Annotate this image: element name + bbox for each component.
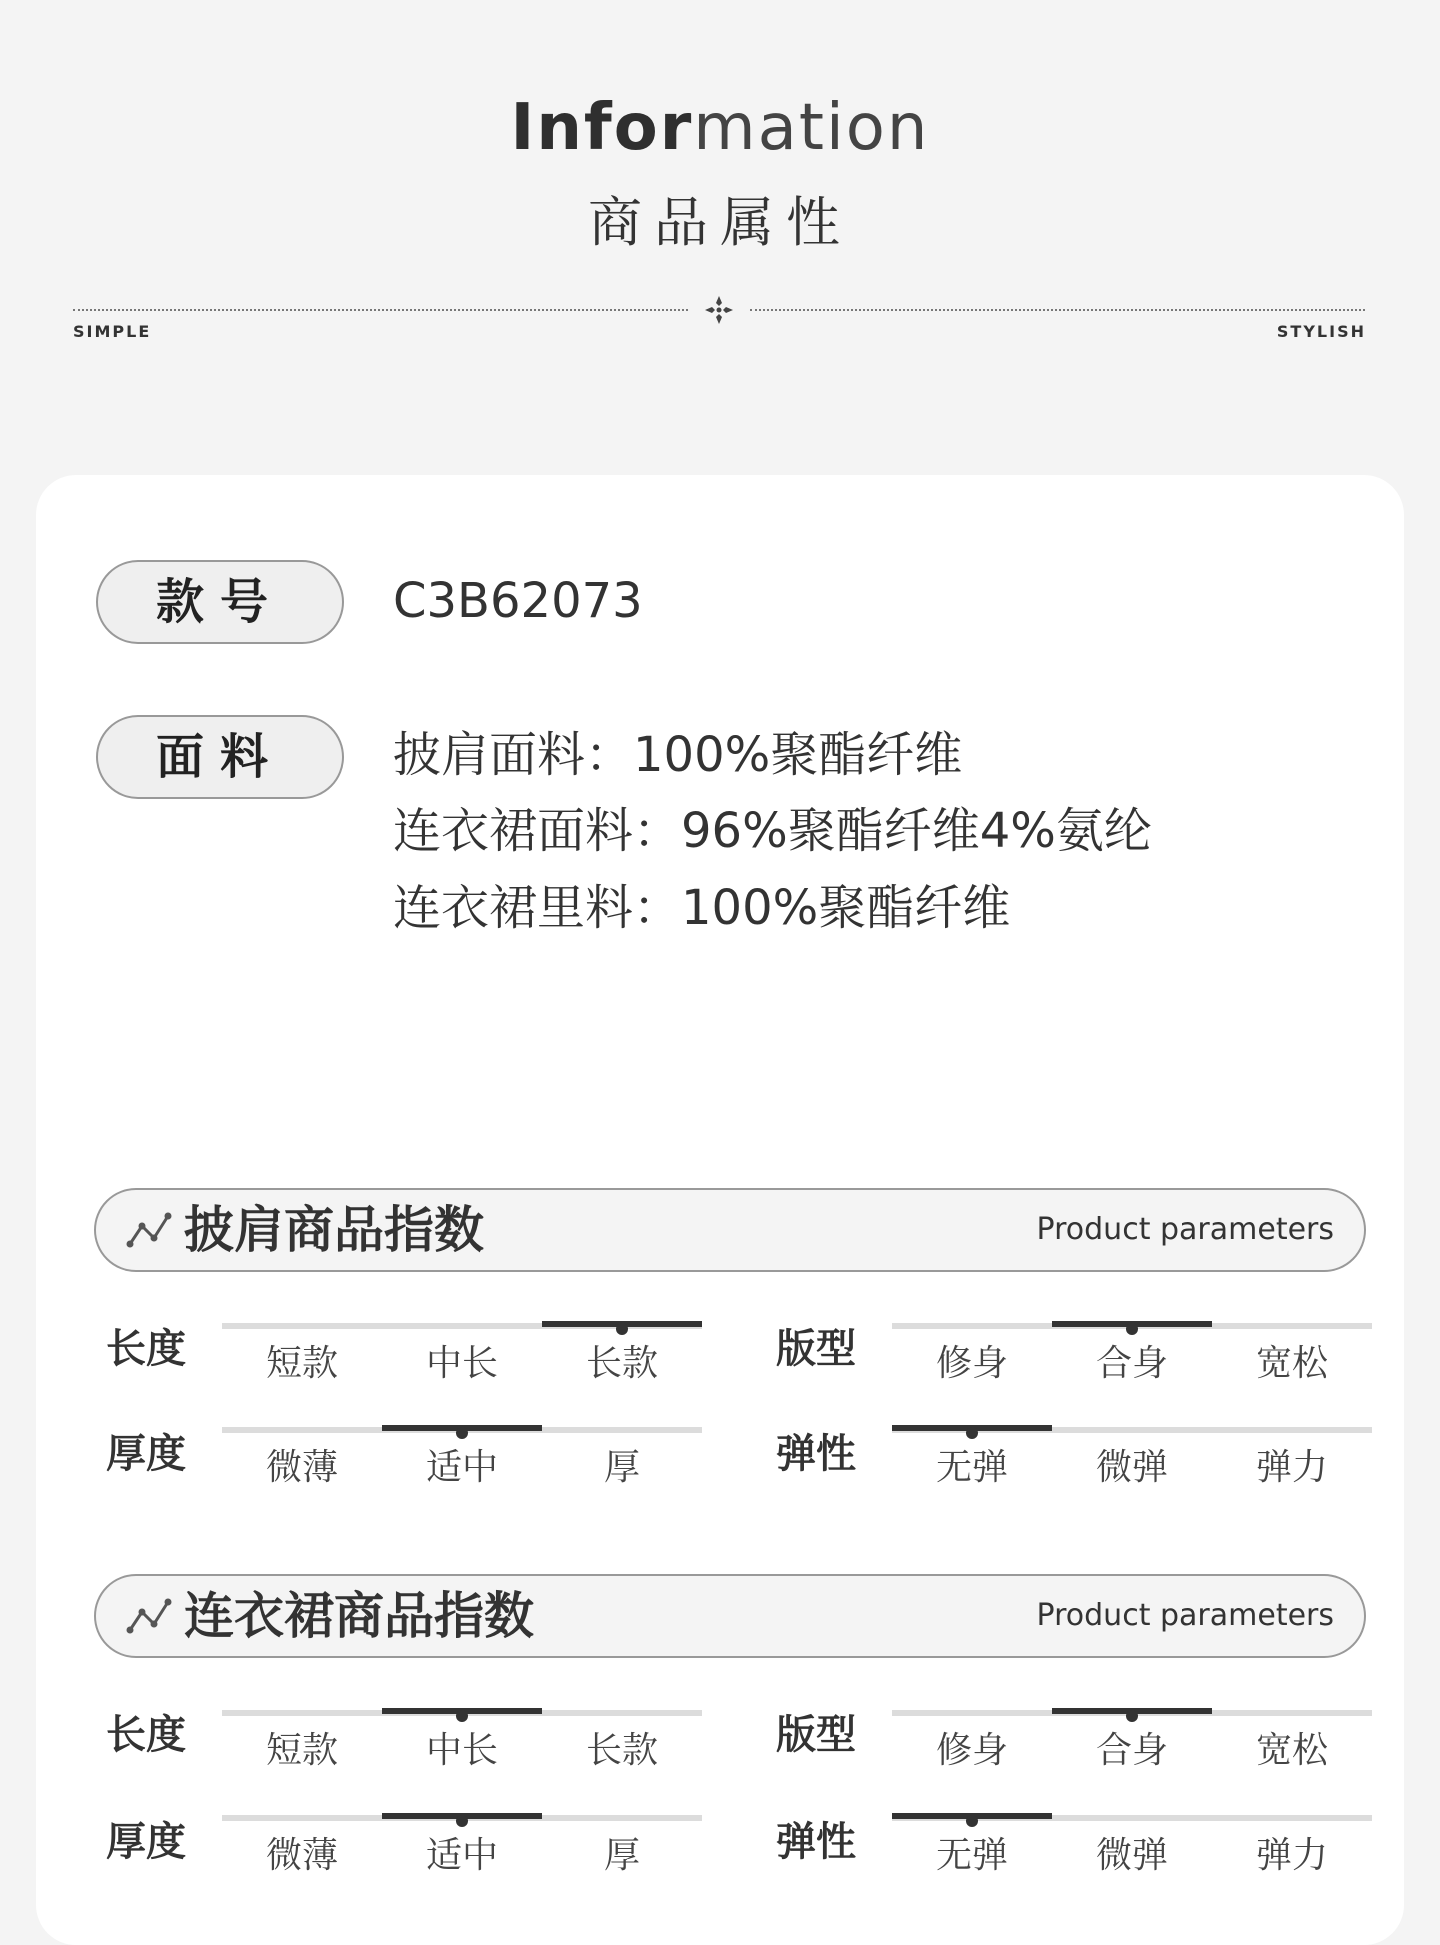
title-english-light: mation	[693, 91, 930, 165]
scale-shawl-thickness	[222, 1427, 702, 1497]
scale-option: 微弹	[1095, 1447, 1168, 1488]
attr-label-fit: 版型	[776, 1326, 856, 1372]
scale-option: 微薄	[265, 1835, 338, 1876]
fabric-line-3: 连衣裙里料：100%聚酯纤维	[393, 880, 1011, 936]
scale-option: 修身	[935, 1343, 1008, 1384]
caption-left: SIMPLE	[73, 322, 152, 341]
scale-shawl-elasticity	[892, 1427, 1372, 1497]
style-number-label: 款号	[96, 560, 344, 644]
scale-option: 中长	[425, 1730, 498, 1771]
attr-label-elasticity: 弹性	[776, 1431, 856, 1477]
scale-option: 厚	[603, 1835, 640, 1876]
scale-dress-elasticity	[892, 1815, 1372, 1885]
scale-marker	[1126, 1710, 1138, 1722]
scale-option: 弹力	[1255, 1447, 1328, 1488]
scale-option: 宽松	[1255, 1730, 1328, 1771]
caption-right: STYLISH	[1276, 322, 1366, 341]
scale-option: 修身	[935, 1730, 1008, 1771]
scale-option: 合身	[1095, 1730, 1168, 1771]
scale-option: 无弹	[935, 1447, 1008, 1488]
title-english	[0, 88, 1440, 168]
scale-option: 微薄	[265, 1447, 338, 1488]
scale-marker	[616, 1323, 628, 1335]
style-number-value: C3B62073	[393, 573, 643, 629]
scale-shawl-fit	[892, 1323, 1372, 1393]
attr-label-length: 长度	[106, 1712, 186, 1758]
scale-option: 微弹	[1095, 1835, 1168, 1876]
scale-option: 短款	[265, 1343, 338, 1384]
scale-option: 合身	[1095, 1343, 1168, 1384]
scale-marker	[456, 1815, 468, 1827]
section-subtitle: Product parameters	[1036, 1598, 1334, 1633]
section-subtitle: Product parameters	[1036, 1212, 1334, 1247]
trend-chart-icon	[126, 1598, 172, 1636]
trend-chart-icon	[126, 1212, 172, 1250]
scale-marker	[966, 1427, 978, 1439]
attr-label-thickness: 厚度	[106, 1819, 186, 1865]
section-dress-header	[94, 1574, 1366, 1658]
scale-marker	[456, 1427, 468, 1439]
scale-dress-thickness	[222, 1815, 702, 1885]
scale-option: 宽松	[1255, 1343, 1328, 1384]
scale-option: 中长	[425, 1343, 498, 1384]
attr-label-length: 长度	[106, 1326, 186, 1372]
scale-marker	[966, 1815, 978, 1827]
dotted-divider-left	[73, 309, 688, 311]
scale-option: 无弹	[935, 1835, 1008, 1876]
scale-option: 弹力	[1255, 1835, 1328, 1876]
fabric-label: 面料	[96, 715, 344, 799]
scale-dress-fit	[892, 1710, 1372, 1780]
attr-label-fit: 版型	[776, 1712, 856, 1758]
title-english-bold: Infor	[510, 91, 694, 165]
scale-option: 短款	[265, 1730, 338, 1771]
attr-label-thickness: 厚度	[106, 1431, 186, 1477]
scale-option: 长款	[585, 1343, 658, 1384]
scale-dress-length	[222, 1710, 702, 1780]
dotted-divider-right	[750, 309, 1365, 311]
fabric-line-1: 披肩面料：100%聚酯纤维	[393, 727, 963, 783]
scale-option: 厚	[603, 1447, 640, 1488]
ornament-icon	[703, 294, 735, 326]
page-header	[0, 0, 1440, 420]
scale-option: 适中	[425, 1835, 498, 1876]
scale-marker	[1126, 1323, 1138, 1335]
attr-label-elasticity: 弹性	[776, 1819, 856, 1865]
scale-option: 长款	[585, 1730, 658, 1771]
section-title: 连衣裙商品指数	[184, 1587, 534, 1645]
fabric-line-2: 连衣裙面料：96%聚酯纤维4%氨纶	[393, 803, 1152, 859]
scale-shawl-length	[222, 1323, 702, 1393]
title-chinese: 商品属性	[588, 191, 852, 254]
scale-marker	[456, 1710, 468, 1722]
scale-option: 适中	[425, 1447, 498, 1488]
section-title: 披肩商品指数	[184, 1201, 484, 1259]
section-shawl-header	[94, 1188, 1366, 1272]
